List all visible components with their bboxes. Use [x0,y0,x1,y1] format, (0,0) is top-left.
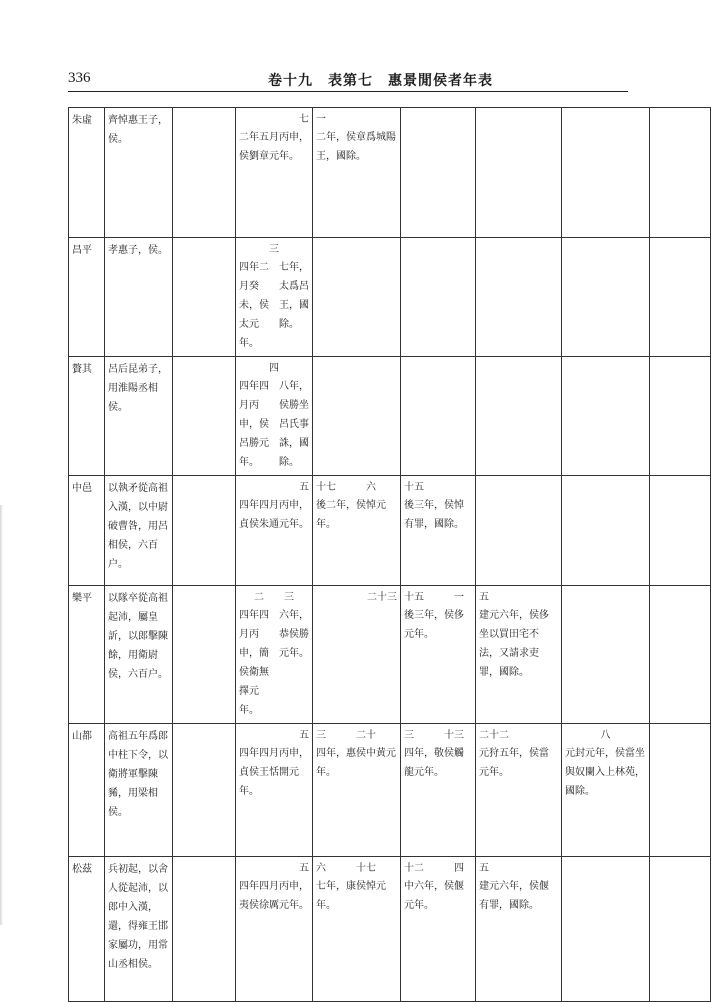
year-count: 一 [316,114,326,125]
empty-cell [173,586,236,724]
reign-text-right: 六年，恭侯勝元年。 [279,610,309,659]
year-count: 十五 一 [404,592,464,603]
table-row [69,586,711,724]
year-count: 三 二十 [316,730,376,741]
reign-cell [313,238,401,357]
year-count: 十二 四 [404,863,464,874]
reign-cell [476,586,562,724]
table-row [69,238,711,357]
reign-cell [313,108,401,238]
marquis-description: 孝惠子，侯。 [105,238,173,357]
reign-cell [401,238,476,357]
empty-cell [173,108,236,238]
marquis-name: 昌平 [69,238,105,357]
table-row [69,724,711,857]
reign-text: 四年四月丙申，貞侯王恬開元年。 [239,748,309,797]
marquis-description: 高祖五年爲郎中柱下令，以衛將軍擊陳豨，用梁相侯。 [105,724,173,857]
reign-text: 中六年，侯偃元年。 [404,881,464,911]
year-count: 五 [479,592,489,603]
reign-cell [236,357,313,476]
empty-cell [650,724,711,857]
reign-cell [236,476,313,586]
marquis-description: 齊悼惠王子，侯。 [105,108,173,238]
marquis-name: 朱虛 [69,108,105,238]
empty-cell [650,108,711,238]
year-count: 二 三 [254,592,294,603]
marquis-name: 山都 [69,724,105,857]
reign-cell [236,586,313,724]
year-count: 二十三 [367,592,397,603]
reign-cell [313,857,401,1002]
year-count: 十五 [404,482,424,493]
reign-text: 四年四月丙申，夷侯徐厲元年。 [239,881,309,911]
reign-cell [401,857,476,1002]
reign-cell [562,238,650,357]
reign-cell [562,724,650,857]
year-count: 二十二 [479,730,509,741]
page-header [68,70,628,92]
empty-cell [173,857,236,1002]
marquis-description: 以執矛從高祖入漢，以中尉破曹咎，用呂相侯，六百户。 [105,476,173,586]
reign-cell [401,357,476,476]
reign-cell [401,724,476,857]
reign-text: 七年，康侯悼元年。 [316,881,386,911]
empty-cell [173,476,236,586]
year-count: 五 [299,863,309,874]
year-count: 四 [269,363,279,374]
empty-cell [173,724,236,857]
table-row [69,857,711,1002]
year-count: 三 十三 [404,730,464,741]
marquis-name: 樂平 [69,586,105,724]
reign-cell [562,586,650,724]
reign-text: 後三年，侯悼有罪，國除。 [404,500,464,530]
empty-cell [650,476,711,586]
reign-text-right: 七年，太爲呂王，國除。 [279,262,309,330]
empty-cell [650,238,711,357]
reign-cell [236,238,313,357]
year-count: 十七 六 [316,482,376,493]
reign-cell [236,108,313,238]
year-count: 六 十七 [316,863,376,874]
marquis-year-table [68,107,711,1002]
page-number: 336 [68,70,91,86]
reign-text: 四年四月丙申，貞侯朱通元年。 [239,500,309,530]
reign-cell [401,476,476,586]
marquis-name: 贅其 [69,357,105,476]
reign-cell [313,586,401,724]
reign-cell [313,357,401,476]
reign-text-right: 八年，侯勝坐呂氏事誅，國除。 [279,381,309,468]
reign-cell [562,857,650,1002]
reign-cell [476,108,562,238]
scan-edge-shadow [0,505,3,925]
reign-cell [476,724,562,857]
reign-text: 建元六年，侯偃有罪，國除。 [479,881,549,911]
empty-cell [650,857,711,1002]
year-count: 五 [299,730,309,741]
marquis-name: 松茲 [69,857,105,1002]
table-row [69,108,711,238]
reign-text: 二年五月丙申，侯劉章元年。 [239,132,309,162]
reign-cell [476,357,562,476]
reign-cell [236,857,313,1002]
marquis-name: 中邑 [69,476,105,586]
header-rule [68,91,628,92]
reign-cell [313,724,401,857]
reign-cell [476,857,562,1002]
reign-text: 後三年，侯侈元年。 [404,610,464,640]
year-count: 五 [299,482,309,493]
reign-text-left: 四年四月丙申，簡侯衛無擇元年。 [239,610,269,716]
reign-text-left: 四年四月丙申，侯呂勝元年。 [239,381,269,468]
empty-cell [173,238,236,357]
empty-cell [173,357,236,476]
year-count: 五 [479,863,489,874]
reign-text: 四年，惠侯中黄元年。 [316,748,396,778]
marquis-description: 兵初起，以舍人從起沛，以郎中入漢，還，得雍王邯家屬功，用常山丞相侯。 [105,857,173,1002]
reign-cell [562,108,650,238]
reign-cell [562,476,650,586]
reign-text: 建元六年，侯侈坐以買田宅不法，又請求吏罪，國除。 [479,610,549,678]
empty-cell [650,357,711,476]
reign-cell [476,238,562,357]
reign-cell [236,724,313,857]
year-count: 七 [299,114,309,125]
reign-text: 二年，侯章爲城陽王，國除。 [316,132,396,162]
year-count: 八 [600,730,611,741]
table-row [69,476,711,586]
reign-cell [401,586,476,724]
reign-cell [476,476,562,586]
marquis-description: 以隊卒從高祖起沛，屬皇訢，以郎擊陳餘，用衛尉侯，六百户。 [105,586,173,724]
reign-text: 後二年，侯悼元年。 [316,500,386,530]
table-row [69,357,711,476]
empty-cell [650,586,711,724]
reign-cell [562,357,650,476]
reign-text: 四年，敬侯觸龍元年。 [404,748,464,778]
reign-text-left: 四年二月癸未，侯太元年。 [239,262,269,349]
reign-text: 元封元年，侯當坐與奴闌入上林苑，國除。 [565,748,645,797]
page-title: 卷十九 表第七 惠景閒侯者年表 [268,73,493,89]
reign-cell [401,108,476,238]
year-count: 三 [269,244,279,255]
reign-text: 元狩五年，侯當元年。 [479,748,549,778]
reign-cell [313,476,401,586]
marquis-description: 呂后昆弟子，用淮陽丞相侯。 [105,357,173,476]
